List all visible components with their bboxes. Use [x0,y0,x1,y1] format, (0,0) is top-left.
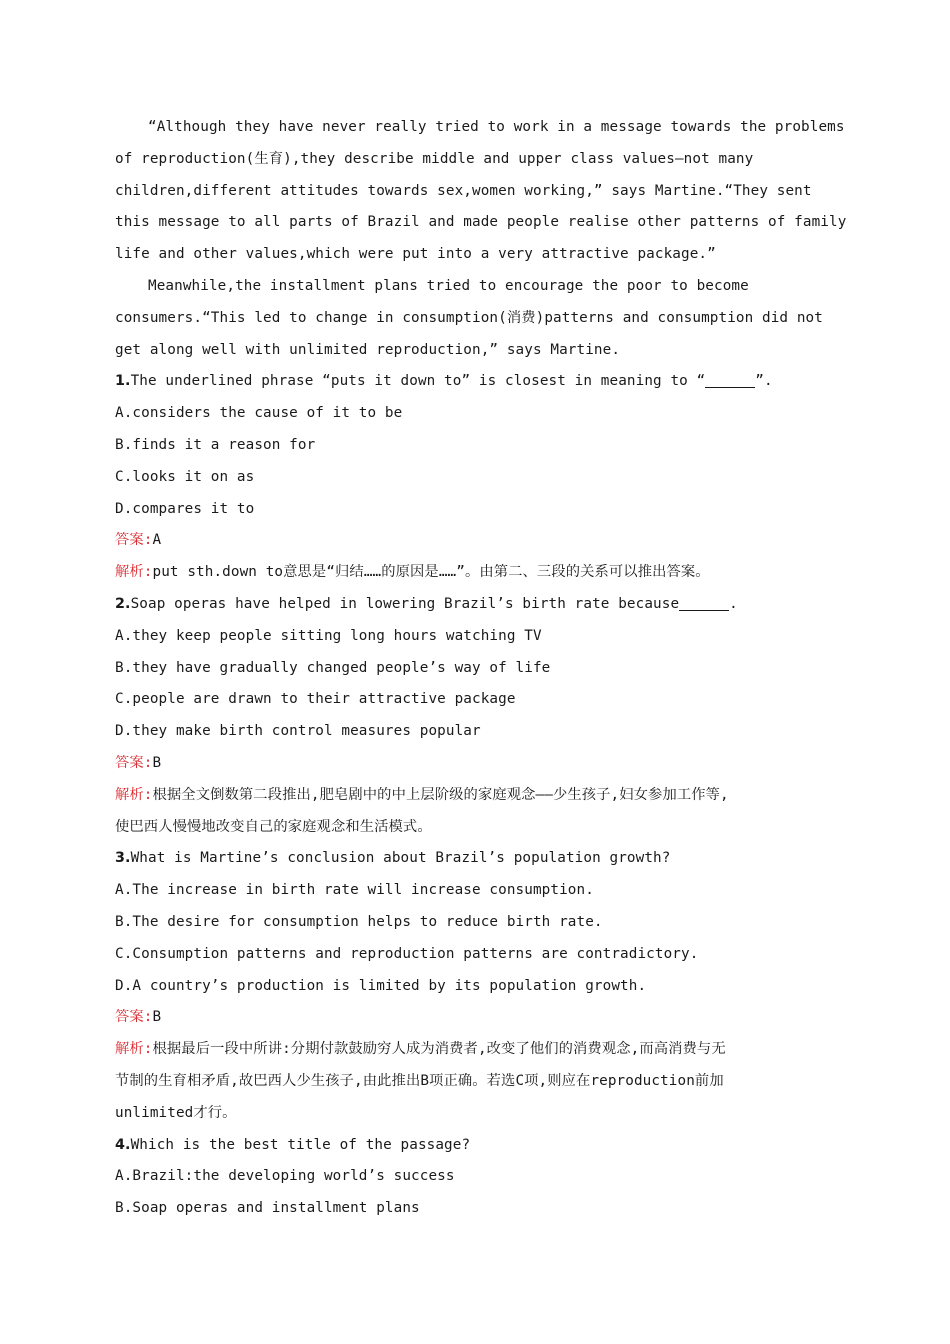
answer-blank [679,594,729,611]
question-2 [115,589,837,843]
option-d: D.they make birth control measures popular [115,723,481,740]
question-number: 4. [115,1136,131,1153]
analysis-text: 根据全文倒数第二段推出,肥皂剧中的中上层阶级的家庭观念——少生孩子,妇女参加工作等, [152,786,729,803]
question-text: Soap operas have helped in lowering Brazil’s birth rate because [130,595,680,612]
option-d: D.A country’s production is limited by its population growth. [115,977,647,994]
question-number: 2. [115,595,131,612]
analysis-line: unlimited才行。 [115,1104,237,1121]
analysis-line: 使巴西人慢慢地改变自己的家庭观念和生活模式。 [115,818,432,835]
question-text: Which is the best title of the passage? [130,1136,471,1153]
answer-label: 答案: [115,532,153,549]
passage-line: of reproduction(生育),they describe middle and upper class values—not many [115,150,754,167]
passage-line: life and other values,which were put into a very attractive package.” [115,246,716,263]
option-d: D.compares it to [115,500,255,517]
passage-paragraph-1 [115,112,847,271]
analysis-line [115,780,837,812]
answer-line [115,748,837,780]
passage-line: consumers.“This led to change in consumption(消费)patterns and consumption did not [115,309,823,326]
option-c: C.people are drawn to their attractive package [115,691,516,708]
question-text-end: . [729,595,738,612]
analysis-label: 解析: [115,1041,153,1058]
answer-value: B [152,754,162,771]
option-a: A.Brazil:the developing world’s success [115,1168,455,1185]
passage-line: this message to all parts of Brazil and made people realise other patterns of family [115,214,847,231]
answer-label: 答案: [115,754,153,771]
answer-line [115,1002,837,1034]
passage-line: children,different attitudes towards sex,women working,” says Martine.“They sent [115,182,812,199]
option-c: C.looks it on as [115,468,255,485]
question-stem [115,589,837,621]
passage-line: Meanwhile,the installment plans tried to encourage the poor to become [148,277,749,294]
question-3 [115,843,837,1129]
option-b: B.The desire for consumption helps to reduce birth rate. [115,913,603,930]
passage-line: get along well with unlimited reproduction,” says Martine. [115,341,621,358]
analysis-line [115,557,837,589]
passage-line: “Although they have never really tried to work in a message towards the problems [148,119,845,135]
analysis-line [115,1034,837,1066]
answer-value: A [152,532,162,549]
question-text: The underlined phrase “puts it down to” is closest in meaning to “ [130,373,706,390]
question-number: 3. [115,850,131,867]
analysis-label: 解析: [115,786,153,803]
passage-paragraph-2 [115,271,837,366]
option-c: C.Consumption patterns and reproduction patterns are contradictory. [115,945,699,962]
answer-value: B [152,1009,162,1026]
option-a: A.The increase in birth rate will increase consumption. [115,882,594,899]
question-stem [115,366,837,398]
document-content [115,112,847,1225]
analysis-text: 根据最后一段中所讲:分期付款鼓励穷人成为消费者,改变了他们的消费观念,而高消费与无 [152,1041,726,1058]
option-b: B.Soap operas and installment plans [115,1200,420,1217]
analysis-label: 解析: [115,564,153,581]
answer-label: 答案: [115,1009,153,1026]
analysis-line: 节制的生育相矛盾,故巴西人少生孩子,由此推出B项正确。若选C项,则应在reproduction前加 [115,1072,724,1089]
answer-blank [705,371,755,388]
option-b: B.finds it a reason for [115,436,316,453]
option-a: A.considers the cause of it to be [115,405,403,422]
question-text: What is Martine’s conclusion about Brazil’s population growth? [130,850,671,867]
question-1 [115,366,837,589]
option-a: A.they keep people sitting long hours watching TV [115,627,542,644]
question-stem [115,843,837,875]
analysis-text: put sth.down to意思是“归结……的原因是……”。由第二、三段的关系可以推出答案。 [152,564,710,581]
option-b: B.they have gradually changed people’s way of life [115,659,551,676]
answer-line [115,525,837,557]
question-number: 1. [115,373,131,390]
question-stem [115,1130,837,1162]
question-text-end: ”. [755,373,773,390]
question-4 [115,1130,837,1225]
